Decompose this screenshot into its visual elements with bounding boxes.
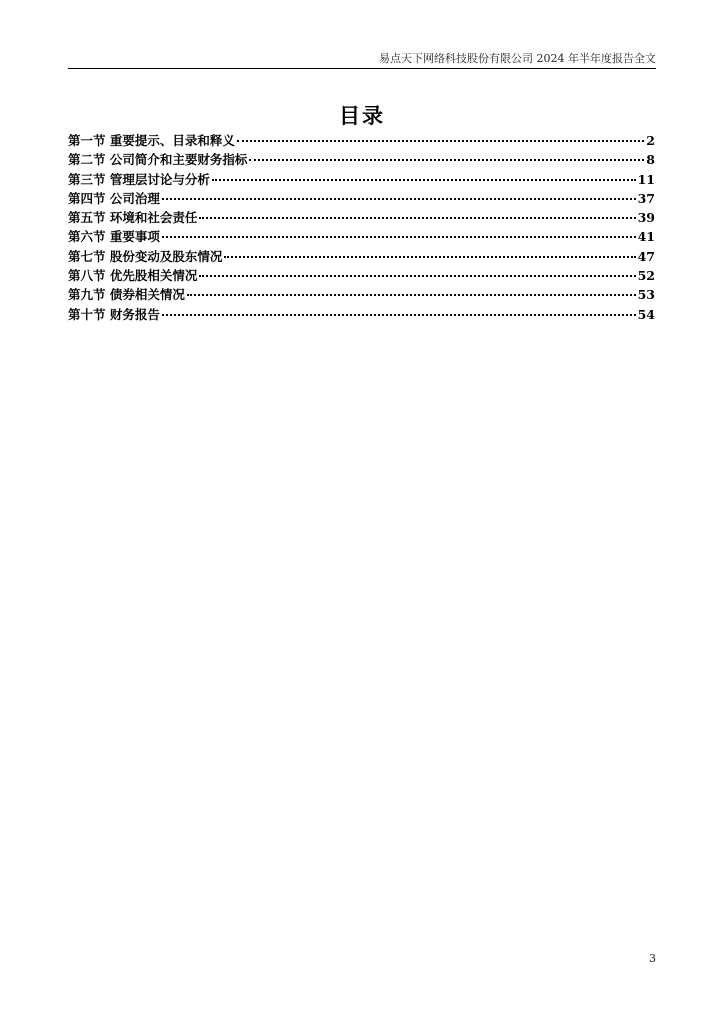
toc-entry-section-10[interactable] (68, 305, 655, 324)
toc-entry-page: 41 (637, 229, 655, 245)
toc-entry-section-8[interactable] (68, 266, 655, 285)
toc-dot-leader (199, 275, 635, 277)
toc-entry-label: 第四节 公司治理 (68, 190, 160, 206)
toc-entry-label: 第三节 管理层讨论与分析 (68, 171, 210, 187)
toc-entry-page: 54 (637, 306, 655, 322)
toc-dot-leader (187, 294, 636, 296)
toc-entry-section-1[interactable] (68, 131, 655, 150)
toc-dot-leader (237, 140, 644, 142)
toc-dot-leader (162, 314, 636, 316)
toc-entry-section-7[interactable] (68, 247, 655, 266)
toc-entry-label: 第二节 公司简介和主要财务指标 (68, 152, 248, 168)
toc-entry-section-2[interactable] (68, 150, 655, 169)
toc-entry-label: 第一节 重要提示、目录和释义 (68, 133, 235, 148)
page-header (68, 52, 656, 69)
toc-entry-section-6[interactable] (68, 227, 655, 246)
toc-entry-label: 第九节 债券相关情况 (68, 287, 185, 303)
toc-entry-section-9[interactable] (68, 285, 655, 304)
toc-entry-section-3[interactable] (68, 170, 655, 189)
toc-entry-page: 8 (646, 152, 655, 168)
toc-dot-leader (162, 198, 636, 200)
toc-entry-section-4[interactable] (68, 189, 655, 208)
toc-entry-page: 39 (637, 210, 655, 226)
toc-entry-label: 第五节 环境和社会责任 (68, 210, 198, 226)
toc-entry-page: 47 (637, 248, 655, 264)
table-of-contents (68, 131, 655, 324)
toc-entry-page: 11 (637, 171, 655, 187)
toc-entry-label: 第七节 股份变动及股东情况 (68, 248, 223, 264)
toc-dot-leader (249, 159, 644, 161)
header-company-title: 易点天下网络科技股份有限公司 2024 年半年度报告全文 (379, 52, 656, 65)
toc-title: 目录 (339, 103, 385, 128)
toc-dot-leader (199, 217, 635, 219)
toc-entry-page: 52 (637, 268, 655, 284)
toc-entry-page: 37 (637, 190, 655, 206)
toc-entry-page: 53 (637, 287, 655, 303)
page-number: 3 (649, 952, 656, 965)
toc-dot-leader (212, 179, 636, 181)
toc-entry-page: 2 (646, 133, 655, 148)
toc-entry-label: 第八节 优先股相关情况 (68, 268, 198, 284)
toc-dot-leader (224, 256, 635, 258)
toc-dot-leader (162, 236, 636, 238)
toc-entry-label: 第十节 财务报告 (68, 306, 160, 322)
toc-entry-section-5[interactable] (68, 208, 655, 227)
toc-entry-label: 第六节 重要事项 (68, 229, 160, 245)
